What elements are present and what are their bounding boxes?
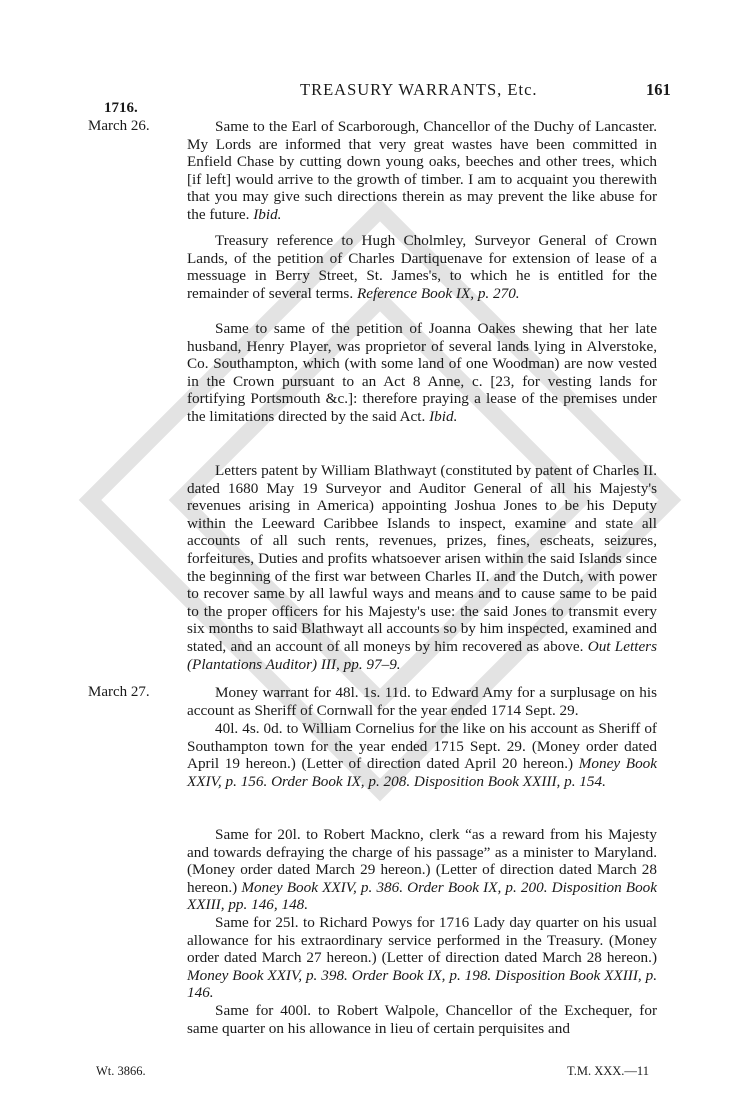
- year-margin: 1716.: [104, 100, 138, 116]
- running-head: TREASURY WARRANTS, Etc.: [300, 80, 538, 99]
- entry-reference: Ibid.: [253, 205, 282, 223]
- entry-reference: Money Book XXIV, p. 386. Order Book IX, p. 200. Disposition Book XXIII, pp. 146, 148.: [187, 878, 657, 914]
- footer-print-mark: Wt. 3866.: [96, 1064, 146, 1078]
- entry-reference: Out Letters (Plantations Auditor) III, pp. 97–9.: [187, 637, 657, 673]
- entry-text: Same for 25l. to Richard Powys for 1716 Lady day quarter on his usual allowance for his extraordinary service performed in the Treasury. (Money order dated March 27 hereon.) (Letter of direction dated March 28 hereon.) Money Book XXIV, p. 398. Order Book IX, p. 198. Disposition Book XXIII, p. 146.: [187, 914, 657, 1002]
- entry-reference: Reference Book IX, p. 270.: [356, 284, 520, 302]
- page-header: [0, 76, 754, 100]
- entry-text: Same for 400l. to Robert Walpole, Chancellor of the Exchequer, for same quarter on his allowance in lieu of certain perquisites and: [187, 1002, 657, 1037]
- page-number: 161: [646, 80, 671, 99]
- entry-date: March 26.: [88, 118, 150, 134]
- entry-text: Same to same of the petition of Joanna Oakes shewing that her late husband, Henry Player, was proprietor of several lands lying in Alverstoke, Co. Southampton, which (with some land of one Woodman) are now vested in the Crown pursuant to an Act 8 Anne, c. [23, for vesting lands for fortifying Portsmouth &c.]: therefore praying a lease of the premises under the limitations directed by the said Act. Ibid.: [187, 320, 657, 425]
- entry-text: Money warrant for 48l. 1s. 11d. to Edward Amy for a surplusage on his account as Sheriff of Cornwall for the year ended 1714 Sept. 29.: [187, 684, 657, 719]
- footer-signature: T.M. XXX.—11: [567, 1064, 649, 1078]
- entry-text: Letters patent by William Blathwayt (constituted by patent of Charles II. dated 1680 May 19 Surveyor and Auditor General of all his Majesty's revenues arising in America) appointing Joshua Jones to be his Deputy within the Leeward Caribbee Islands to inspect, examine and state all accounts of all such rents, revenues, prizes, fines, escheats, seizures, forfeitures, Duties and profits whatsoever arisen within the said Islands since the beginning of the first war between Charles II. and the Dutch, with power to recover same by all lawful ways and means and to cause same to be paid to the proper officers for his Majesty's use: the said Jones to transmit every six months to said Blathwayt all accounts so by him inspected, examined and stated, and an account of all moneys by him recovered as above. Out Letters (Plantations Auditor) III, pp. 97–9.: [187, 462, 657, 673]
- entry-text: Treasury reference to Hugh Cholmley, Surveyor General of Crown Lands, of the petition of Charles Dartiquenave for extension of lease of a messuage in Berry Street, St. James's, to which he is entitled for the remainder of several terms. Reference Book IX, p. 270.: [187, 232, 657, 302]
- entry-reference: Money Book XXIV, p. 398. Order Book IX, p. 198. Disposition Book XXIII, p. 146.: [187, 966, 657, 1002]
- entry-text: Same to the Earl of Scarborough, Chancellor of the Duchy of Lancaster. My Lords are informed that very great wastes have been committed in Enfield Chase by cutting down young oaks, beeches and other trees, which [if left] would arrive to the growth of timber. I am to acquaint you therewith that you may give such directions therein as may prevent the like abuse for the future. Ibid.: [187, 118, 657, 223]
- entry-date: March 27.: [88, 684, 150, 700]
- entry-text: Same for 20l. to Robert Mackno, clerk “as a reward from his Majesty and towards defraying the charge of his passage” as a minister to Maryland. (Money order dated March 29 hereon.) (Letter of direction dated March 28 hereon.) Money Book XXIV, p. 386. Order Book IX, p. 200. Disposition Book XXIII, pp. 146, 148.: [187, 826, 657, 914]
- entry-reference: Ibid.: [429, 407, 458, 425]
- entry-text-continued: 40l. 4s. 0d. to William Cornelius for the like on his account as Sheriff of Southampton town for the year ended 1715 Sept. 29. (Money order dated April 19 hereon.) (Letter of direction dated April 20 hereon.) Money Book XXIV, p. 156. Order Book IX, p. 208. Disposition Book XXIII, p. 154.: [187, 720, 658, 790]
- entry-reference: Money Book XXIV, p. 156. Order Book IX, p. 208. Disposition Book XXIII, p. 154.: [187, 755, 658, 790]
